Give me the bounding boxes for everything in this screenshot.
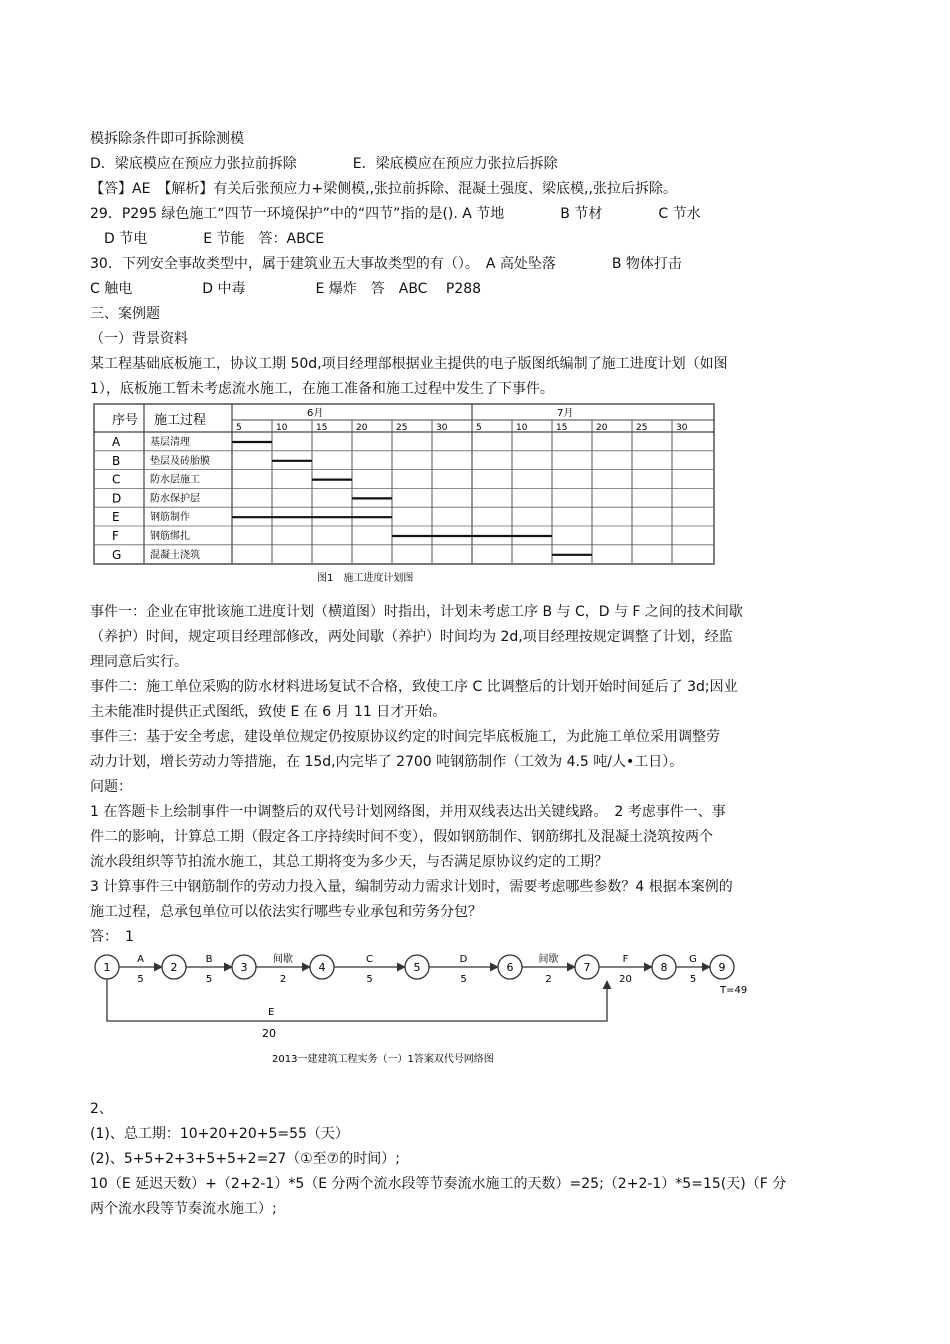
node-label: 2 xyxy=(170,961,178,974)
node-label: 1 xyxy=(103,961,111,974)
node-label: 7 xyxy=(583,961,591,974)
node-label: 5 xyxy=(413,961,421,974)
row-process-name: 防水保护层 xyxy=(150,493,200,505)
arrow-duration: 2 xyxy=(545,974,552,985)
day-tick-label: 15 xyxy=(316,423,328,433)
section-heading: 三、案例题 xyxy=(90,306,160,322)
text-line: 答： 1 xyxy=(90,929,134,945)
row-id: C xyxy=(112,472,121,487)
network-caption: 2013一建建筑工程实务（一）1答案双代号网络图 xyxy=(272,1054,494,1065)
text-line: 事件二：施工单位采购的防水材料进场复试不合格，致使工序 C 比调整后的计划开始时间延后了 3d;因业 xyxy=(90,679,738,695)
arrow-duration: 5 xyxy=(460,974,467,985)
row-id: E xyxy=(112,510,120,525)
day-tick-label: 25 xyxy=(636,423,648,433)
text-line: 主未能准时提供正式图纸，致使 E 在 6 月 11 日才开始。 xyxy=(90,704,447,720)
node-label: 4 xyxy=(318,961,326,974)
arrow-e-duration: 20 xyxy=(262,1027,276,1040)
text-line: 1 在答题卡上绘制事件一中调整后的双代号计划网络图，并用双线表达出关键线路。 2 考虑事件一、事 xyxy=(90,804,726,820)
day-tick-label: 20 xyxy=(596,423,608,433)
month-june: 6月 xyxy=(307,408,324,419)
text-line: 流水段组织等节拍流水施工，其总工期将变为多少天，与否满足原协议约定的工期？ xyxy=(90,854,608,870)
node-label: 9 xyxy=(718,961,726,974)
day-tick-label: 15 xyxy=(556,423,568,433)
text-line: 10（E 延迟天数）+（2+2-1）*5（E 分两个流水段等节奏流水施工的天数）=25;（2+2-1）*5=15(天)（F 分 xyxy=(90,1176,787,1192)
text-line: 30．下列安全事故类型中，属于建筑业五大事故类型的有（）。 A 高处坠落 B 物体打击 xyxy=(90,256,682,272)
text-line: C 触电 D 中毒 E 爆炸 答 ABC P288 xyxy=(90,281,482,297)
text-line: D．梁底模应在预应力张拉前拆除 E．梁底模应在预应力张拉后拆除 xyxy=(90,156,558,172)
gantt-chart-figure xyxy=(92,402,717,587)
arrow-duration: 20 xyxy=(619,974,632,985)
row-id: G xyxy=(112,547,122,562)
day-tick-label: 20 xyxy=(356,423,368,433)
arrow-e xyxy=(107,979,607,1021)
text-line: 【答】AE 【解析】有关后张预应力+梁侧模,,张拉前拆除、混凝土强度、梁底模,,张拉后拆除。 xyxy=(90,181,677,197)
row-process-name: 垫层及砖胎膜 xyxy=(150,455,210,467)
arrow-label: F xyxy=(622,954,629,965)
text-line: 施工过程，总承包单位可以依法实行哪些专业承包和劳务分包？ xyxy=(90,904,482,920)
text-line: 某工程基础底板施工，协议工期 50d,项目经理部根据业主提供的电子版图纸编制了施工进度计划（如图 xyxy=(90,356,728,372)
network-diagram-figure xyxy=(92,945,772,1075)
text-line: 1），底板施工暂未考虑流水施工，在施工准备和施工过程中发生了下事件。 xyxy=(90,381,554,397)
text-line: 事件三：基于安全考虑，建设单位规定仍按原协议约定的时间完毕底板施工，为此施工单位采用调整劳 xyxy=(90,729,720,745)
header-process: 施工过程 xyxy=(154,413,207,428)
node-label: 3 xyxy=(240,961,248,974)
day-tick-label: 30 xyxy=(676,423,688,433)
text-line: （养护）时间，规定项目经理部修改，两处间歇（养护）时间均为 2d,项目经理按规定调整了计划，经监 xyxy=(90,629,733,645)
arrow-label: G xyxy=(689,954,697,965)
row-id: A xyxy=(112,435,121,449)
day-tick-label: 25 xyxy=(396,423,408,433)
text-line: 理同意后实行。 xyxy=(90,654,188,670)
arrow-duration: 5 xyxy=(689,974,697,985)
text-line: 模拆除条件即可拆除测模 xyxy=(90,131,244,147)
arrow-label: 间歇 xyxy=(273,954,293,965)
row-process-name: 混凝土浇筑 xyxy=(150,549,200,561)
day-tick-label: 30 xyxy=(436,423,448,433)
arrow-duration: 5 xyxy=(137,974,144,985)
text-line: 29．P295 绿色施工“四节一环境保护”中的“四节”指的是(). A 节地 B 节材 C 节水 xyxy=(90,206,701,222)
text-line: (2)、5+5+2+3+5+5+2=27（①至⑦的时间）; xyxy=(90,1151,400,1167)
total-duration: T=49 xyxy=(720,985,748,996)
text-line: D 节电 E 节能 答：ABCE xyxy=(90,231,325,247)
gantt-caption: 图1 施工进度计划图 xyxy=(317,573,414,584)
row-process-name: 防水层施工 xyxy=(150,474,200,486)
arrow-label: A xyxy=(137,954,144,965)
text-line: (1)、总工期：10+20+20+5=55（天） xyxy=(90,1126,349,1142)
row-id: D xyxy=(112,491,122,506)
subsection-heading: （一）背景资料 xyxy=(90,331,188,347)
day-tick-label: 5 xyxy=(236,423,242,433)
row-process-name: 钢筋绑扎 xyxy=(150,531,190,542)
text-line: 问题： xyxy=(90,779,132,795)
text-line: 3 计算事件三中钢筋制作的劳动力投入量，编制劳动力需求计划时，需要考虑哪些参数？4 根据本案例的 xyxy=(90,879,733,895)
text-line: 2、 xyxy=(90,1101,113,1117)
day-tick-label: 10 xyxy=(516,423,528,433)
row-process-name: 基层清理 xyxy=(150,437,190,448)
node-label: 6 xyxy=(506,961,514,974)
arrow-duration: 5 xyxy=(205,974,213,985)
arrow-label: 间歇 xyxy=(538,954,559,965)
text-line: 动力计划，增长劳动力等措施，在 15d,内完毕了 2700 吨钢筋制作（工效为 4.5 吨/人•工日）。 xyxy=(90,754,684,770)
arrow-e-label: E xyxy=(268,1007,275,1018)
arrow-label: B xyxy=(205,954,213,965)
row-id: B xyxy=(112,453,121,468)
row-process-name: 钢筋制作 xyxy=(150,512,190,524)
text-line: 件二的影响，计算总工期（假定各工序持续时间不变），假如钢筋制作、钢筋绑扎及混凝土浇筑按两个 xyxy=(90,829,713,845)
arrow-label: D xyxy=(459,954,468,965)
text-line: 两个流水段等节奏流水施工）; xyxy=(90,1201,277,1217)
node-label: 8 xyxy=(660,961,668,974)
text-line: 事件一：企业在审批该施工进度计划（横道图）时指出，计划未考虑工序 B 与 C，D 与 F 之间的技术间歇 xyxy=(90,604,743,620)
day-tick-label: 5 xyxy=(476,423,482,433)
row-id: F xyxy=(112,529,119,543)
month-july: 7月 xyxy=(557,408,574,419)
header-seq: 序号 xyxy=(112,413,139,428)
arrow-duration: 5 xyxy=(366,974,373,985)
arrow-label: C xyxy=(366,954,373,965)
arrow-duration: 2 xyxy=(279,974,287,985)
day-tick-label: 10 xyxy=(276,423,288,433)
